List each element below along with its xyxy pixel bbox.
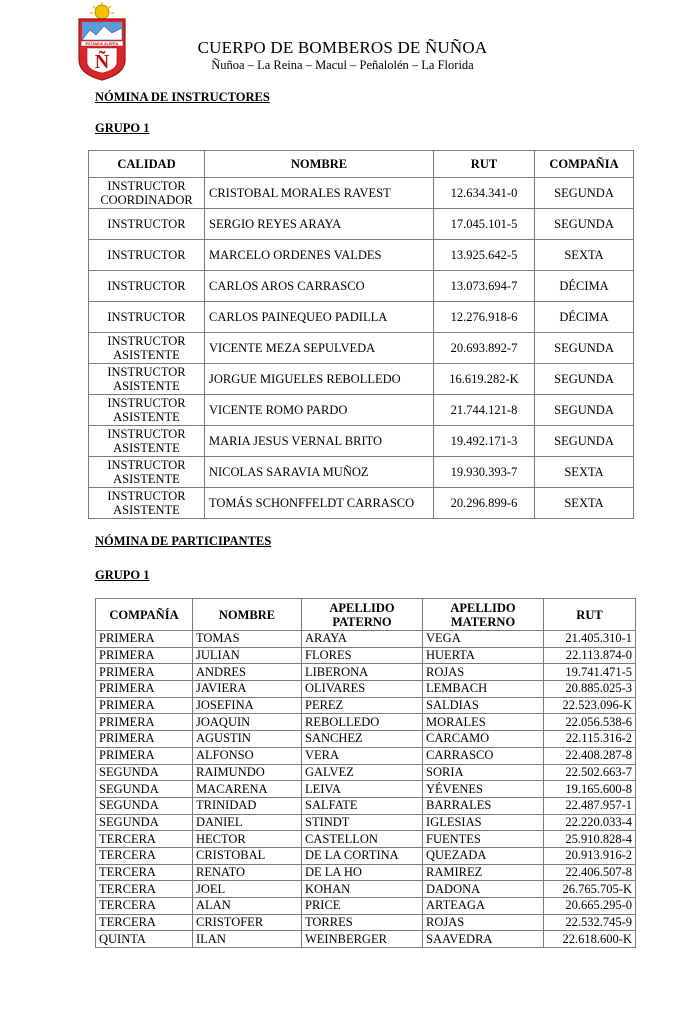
apellido-materno-cell: LEMBACH	[423, 681, 544, 698]
participante-row	[96, 697, 636, 714]
rut-cell: 20.665.295-0	[544, 898, 636, 915]
nombre-cell: JAVIERA	[193, 681, 302, 698]
rut-cell: 22.408.287-8	[544, 747, 636, 764]
rut-cell: 13.073.694-7	[434, 271, 535, 302]
compania-cell: PRIMERA	[96, 664, 193, 681]
apellido-paterno-cell: WEINBERGER	[302, 931, 423, 948]
rut-cell: 20.693.892-7	[434, 333, 535, 364]
apellido-materno-cell: CARCAMO	[423, 731, 544, 748]
calidad-cell: INSTRUCTOR	[89, 209, 205, 240]
compania-cell: TERCERA	[96, 864, 193, 881]
participante-row	[96, 664, 636, 681]
nombre-cell: JOEL	[193, 881, 302, 898]
compania-cell: TERCERA	[96, 847, 193, 864]
calidad-cell: INSTRUCTOR ASISTENTE	[89, 488, 205, 519]
rut-cell: 22.532.745-9	[544, 914, 636, 931]
nombre-cell: JOAQUIN	[193, 714, 302, 731]
nombre-cell: VICENTE MEZA SEPULVEDA	[205, 333, 434, 364]
apellido-materno-cell: ROJAS	[423, 914, 544, 931]
participante-row	[96, 681, 636, 698]
nombre-cell: JORGUE MIGUELES REBOLLEDO	[205, 364, 434, 395]
apellido-paterno-cell: CASTELLON	[302, 831, 423, 848]
nombre-cell: MARIA JESUS VERNAL BRITO	[205, 426, 434, 457]
nombre-cell: ANDRES	[193, 664, 302, 681]
participante-row	[96, 881, 636, 898]
calidad-cell: INSTRUCTOR ASISTENTE	[89, 426, 205, 457]
participante-row	[96, 831, 636, 848]
apellido-materno-cell: ARTEAGA	[423, 898, 544, 915]
column-header-apellido-paterno: APELLIDO PATERNO	[302, 599, 423, 631]
calidad-cell: INSTRUCTOR ASISTENTE	[89, 364, 205, 395]
instructor-row	[89, 240, 634, 271]
rut-cell: 19.930.393-7	[434, 457, 535, 488]
rut-cell: 22.406.507-8	[544, 864, 636, 881]
nombre-cell: CRISTOFER	[193, 914, 302, 931]
participante-row	[96, 864, 636, 881]
nombre-cell: TOMÁS SCHONFFELDT CARRASCO	[205, 488, 434, 519]
calidad-cell: INSTRUCTOR ASISTENTE	[89, 457, 205, 488]
rut-cell: 19.165.600-8	[544, 781, 636, 798]
nombre-cell: ILAN	[193, 931, 302, 948]
apellido-paterno-cell: SALFATE	[302, 797, 423, 814]
apellido-paterno-cell: VERA	[302, 747, 423, 764]
document-header	[150, 38, 535, 73]
column-header-calidad: CALIDAD	[89, 151, 205, 178]
compania-cell: TERCERA	[96, 831, 193, 848]
column-header-rut: RUT	[434, 151, 535, 178]
instructor-row	[89, 426, 634, 457]
organization-title: CUERPO DE BOMBEROS DE ÑUÑOA	[197, 38, 488, 57]
apellido-paterno-cell: GALVEZ	[302, 764, 423, 781]
apellido-paterno-cell: FLORES	[302, 647, 423, 664]
calidad-cell: INSTRUCTOR ASISTENTE	[89, 395, 205, 426]
compania-cell: SEXTA	[535, 488, 634, 519]
nombre-cell: MARCELO ORDENES VALDES	[205, 240, 434, 271]
organization-subtitle: Ñuñoa – La Reina – Macul – Peñalolén – La Florida	[211, 58, 474, 72]
compania-cell: SEGUNDA	[535, 426, 634, 457]
apellido-paterno-cell: PEREZ	[302, 697, 423, 714]
apellido-paterno-cell: TORRES	[302, 914, 423, 931]
nombre-cell: MACARENA	[193, 781, 302, 798]
instructor-row	[89, 457, 634, 488]
participante-row	[96, 898, 636, 915]
participante-row	[96, 647, 636, 664]
instructores-heading: NÓMINA DE INSTRUCTORES	[95, 90, 270, 104]
compania-cell: DÉCIMA	[535, 271, 634, 302]
calidad-cell: INSTRUCTOR	[89, 271, 205, 302]
compania-cell: PRIMERA	[96, 747, 193, 764]
rut-cell: 20.885.025-3	[544, 681, 636, 698]
rut-cell: 13.925.642-5	[434, 240, 535, 271]
apellido-materno-cell: SAAVEDRA	[423, 931, 544, 948]
nombre-cell: CRISTOBAL MORALES RAVEST	[205, 178, 434, 209]
compania-cell: TERCERA	[96, 914, 193, 931]
instructores-header-row	[89, 151, 634, 178]
apellido-paterno-cell: LEIVA	[302, 781, 423, 798]
instructor-row	[89, 271, 634, 302]
apellido-materno-cell: ROJAS	[423, 664, 544, 681]
participante-row	[96, 814, 636, 831]
instructor-row	[89, 333, 634, 364]
compania-cell: QUINTA	[96, 931, 193, 948]
crest-logo	[76, 2, 128, 82]
participante-row	[96, 914, 636, 931]
instructor-row	[89, 209, 634, 240]
compania-cell: DÉCIMA	[535, 302, 634, 333]
nombre-cell: TRINIDAD	[193, 797, 302, 814]
instructores-table	[88, 150, 634, 519]
rut-cell: 17.045.101-5	[434, 209, 535, 240]
apellido-materno-cell: FUENTES	[423, 831, 544, 848]
rut-cell: 20.913.916-2	[544, 847, 636, 864]
apellido-paterno-cell: OLIVARES	[302, 681, 423, 698]
apellido-materno-cell: SORIA	[423, 764, 544, 781]
apellido-paterno-cell: DE LA HO	[302, 864, 423, 881]
apellido-paterno-cell: STINDT	[302, 814, 423, 831]
apellido-materno-cell: QUEZADA	[423, 847, 544, 864]
compania-cell: SEGUNDA	[535, 178, 634, 209]
compania-cell: SEXTA	[535, 457, 634, 488]
column-header-nombre: NOMBRE	[193, 599, 302, 631]
instructor-row	[89, 178, 634, 209]
rut-cell: 19.492.171-3	[434, 426, 535, 457]
apellido-materno-cell: VEGA	[423, 631, 544, 648]
apellido-materno-cell: IGLESIAS	[423, 814, 544, 831]
participante-row	[96, 764, 636, 781]
calidad-cell: INSTRUCTOR COORDINADOR	[89, 178, 205, 209]
apellido-paterno-cell: SANCHEZ	[302, 731, 423, 748]
rut-cell: 22.056.538-6	[544, 714, 636, 731]
participante-row	[96, 731, 636, 748]
apellido-materno-cell: DADONA	[423, 881, 544, 898]
nombre-cell: JULIAN	[193, 647, 302, 664]
compania-cell: SEXTA	[535, 240, 634, 271]
crest-letter: Ñ	[94, 51, 110, 73]
apellido-materno-cell: RAMIREZ	[423, 864, 544, 881]
nombre-cell: HECTOR	[193, 831, 302, 848]
rut-cell: 12.276.918-6	[434, 302, 535, 333]
participante-row	[96, 797, 636, 814]
compania-cell: SEGUNDA	[535, 333, 634, 364]
participante-row	[96, 847, 636, 864]
nombre-cell: CARLOS PAINEQUEO PADILLA	[205, 302, 434, 333]
calidad-cell: INSTRUCTOR	[89, 302, 205, 333]
rut-cell: 22.115.316-2	[544, 731, 636, 748]
participante-row	[96, 714, 636, 731]
participantes-group-heading: GRUPO 1	[95, 568, 150, 582]
apellido-paterno-cell: PRICE	[302, 898, 423, 915]
rut-cell: 12.634.341-0	[434, 178, 535, 209]
participante-row	[96, 931, 636, 948]
rut-cell: 21.405.310-1	[544, 631, 636, 648]
instructor-row	[89, 488, 634, 519]
nombre-cell: RAIMUNDO	[193, 764, 302, 781]
nombre-cell: TOMAS	[193, 631, 302, 648]
instructor-row	[89, 364, 634, 395]
compania-cell: SEGUNDA	[96, 814, 193, 831]
crest-motto: ESTAMOS ALERTA	[85, 42, 119, 46]
nombre-cell: ALFONSO	[193, 747, 302, 764]
nombre-cell: SERGIO REYES ARAYA	[205, 209, 434, 240]
rut-cell: 25.910.828-4	[544, 831, 636, 848]
nombre-cell: VICENTE ROMO PARDO	[205, 395, 434, 426]
apellido-materno-cell: HUERTA	[423, 647, 544, 664]
compania-cell: PRIMERA	[96, 714, 193, 731]
compania-cell: SEGUNDA	[96, 797, 193, 814]
nombre-cell: ALAN	[193, 898, 302, 915]
column-header-compania: COMPAÑÍA	[96, 599, 193, 631]
nombre-cell: DANIEL	[193, 814, 302, 831]
compania-cell: TERCERA	[96, 881, 193, 898]
compania-cell: PRIMERA	[96, 681, 193, 698]
nombre-cell: CRISTOBAL	[193, 847, 302, 864]
apellido-paterno-cell: LIBERONA	[302, 664, 423, 681]
rut-cell: 19.741.471-5	[544, 664, 636, 681]
rut-cell: 22.487.957-1	[544, 797, 636, 814]
rut-cell: 26.765.705-K	[544, 881, 636, 898]
compania-cell: PRIMERA	[96, 631, 193, 648]
instructores-table-body	[89, 178, 634, 519]
rut-cell: 21.744.121-8	[434, 395, 535, 426]
calidad-cell: INSTRUCTOR	[89, 240, 205, 271]
participantes-header-row	[96, 599, 636, 631]
apellido-paterno-cell: ARAYA	[302, 631, 423, 648]
nombre-cell: AGUSTIN	[193, 731, 302, 748]
rut-cell: 22.523.096-K	[544, 697, 636, 714]
column-header-apellido-materno: APELLIDO MATERNO	[423, 599, 544, 631]
apellido-materno-cell: SALDIAS	[423, 697, 544, 714]
compania-cell: SEGUNDA	[96, 764, 193, 781]
participantes-table	[95, 598, 636, 948]
column-header-rut: RUT	[544, 599, 636, 631]
nombre-cell: NICOLAS SARAVIA MUÑOZ	[205, 457, 434, 488]
compania-cell: PRIMERA	[96, 731, 193, 748]
nombre-cell: RENATO	[193, 864, 302, 881]
rut-cell: 16.619.282-K	[434, 364, 535, 395]
participante-row	[96, 631, 636, 648]
nombre-cell: JOSEFINA	[193, 697, 302, 714]
participante-row	[96, 747, 636, 764]
compania-cell: SEGUNDA	[96, 781, 193, 798]
apellido-materno-cell: CARRASCO	[423, 747, 544, 764]
instructores-group-heading: GRUPO 1	[95, 121, 150, 135]
column-header-compania: COMPAÑIA	[535, 151, 634, 178]
rut-cell: 20.296.899-6	[434, 488, 535, 519]
compania-cell: PRIMERA	[96, 647, 193, 664]
rut-cell: 22.502.663-7	[544, 764, 636, 781]
instructor-row	[89, 302, 634, 333]
compania-cell: SEGUNDA	[535, 395, 634, 426]
compania-cell: TERCERA	[96, 898, 193, 915]
nombre-cell: CARLOS AROS CARRASCO	[205, 271, 434, 302]
apellido-materno-cell: BARRALES	[423, 797, 544, 814]
rut-cell: 22.618.600-K	[544, 931, 636, 948]
participantes-table-body	[96, 631, 636, 948]
compania-cell: SEGUNDA	[535, 209, 634, 240]
compania-cell: SEGUNDA	[535, 364, 634, 395]
participantes-heading: NÓMINA DE PARTICIPANTES	[95, 534, 272, 548]
apellido-paterno-cell: KOHAN	[302, 881, 423, 898]
apellido-paterno-cell: DE LA CORTINA	[302, 847, 423, 864]
calidad-cell: INSTRUCTOR ASISTENTE	[89, 333, 205, 364]
apellido-materno-cell: MORALES	[423, 714, 544, 731]
crest-icon	[76, 2, 128, 82]
instructor-row	[89, 395, 634, 426]
participante-row	[96, 781, 636, 798]
apellido-paterno-cell: REBOLLEDO	[302, 714, 423, 731]
rut-cell: 22.113.874-0	[544, 647, 636, 664]
compania-cell: PRIMERA	[96, 697, 193, 714]
column-header-nombre: NOMBRE	[205, 151, 434, 178]
apellido-materno-cell: YÉVENES	[423, 781, 544, 798]
rut-cell: 22.220.033-4	[544, 814, 636, 831]
